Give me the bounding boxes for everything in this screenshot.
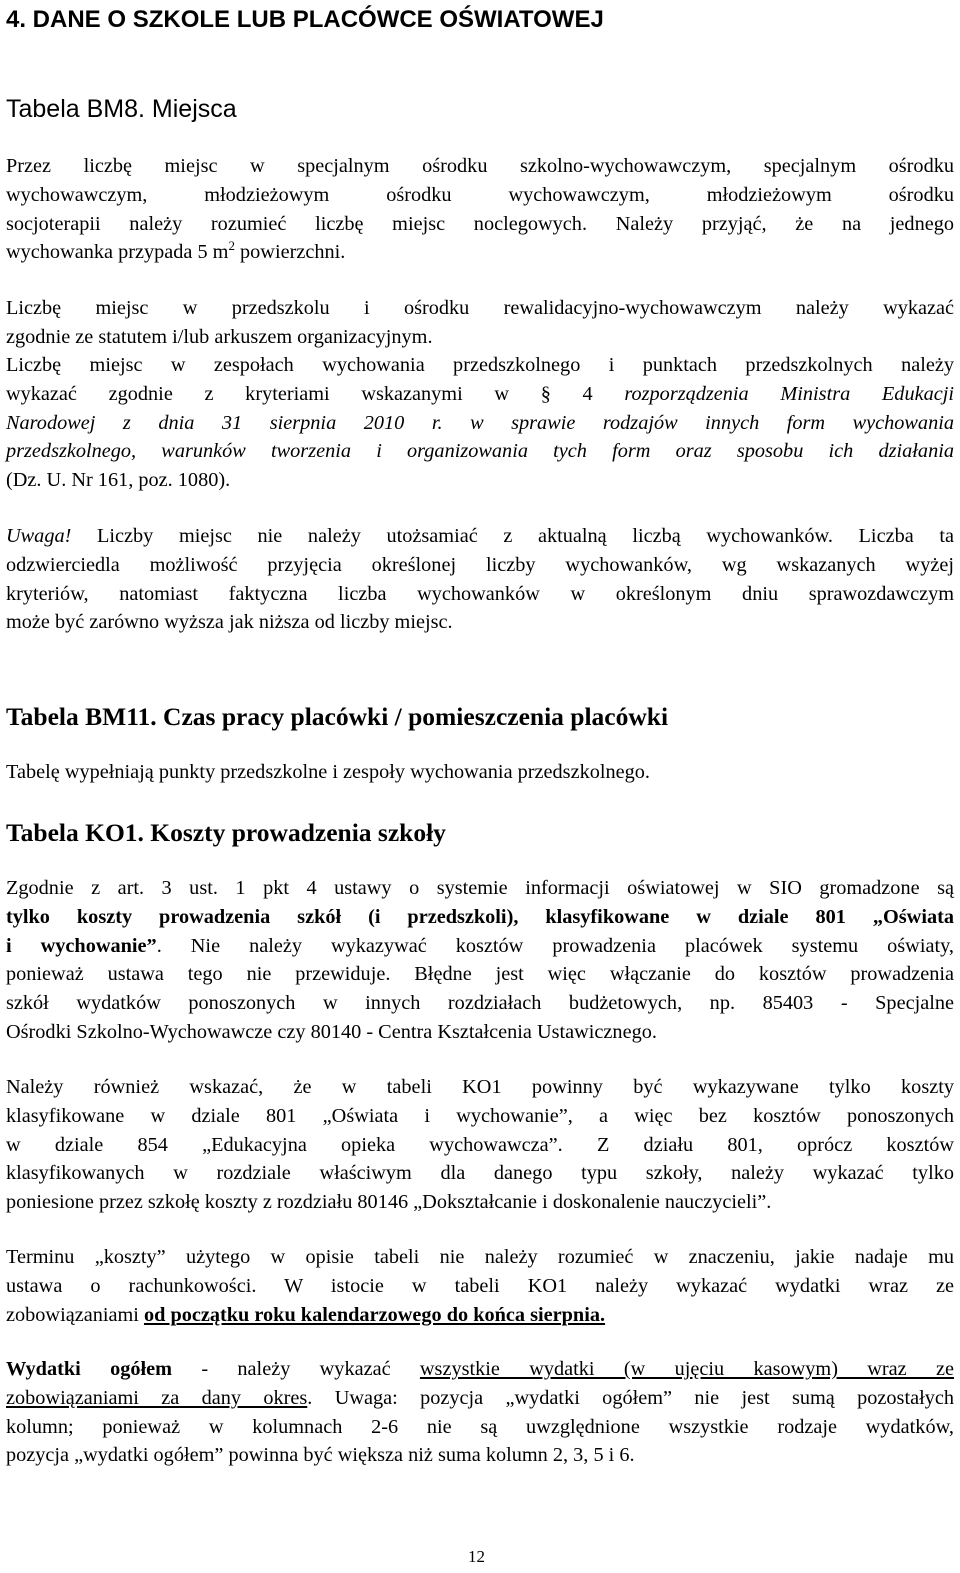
text-line: tylko koszty prowadzenia szkół (i przedszkoli), klasyfikowane w dziale 801 „Oświata bbox=[6, 905, 954, 928]
text-line: przedszkolnego, warunków tworzenia i organizowania tych form oraz sposobu ich działania bbox=[6, 440, 954, 463]
text-line: (Dz. U. Nr 161, poz. 1080). bbox=[6, 469, 231, 492]
bm8-paragraph-1 bbox=[6, 152, 954, 267]
ko1-paragraph-1 bbox=[6, 874, 954, 1047]
text-line: kryteriów, natomiast faktyczna liczba wychowanków w określonym dniu sprawozdawczym bbox=[6, 582, 954, 605]
text-line: w dziale 854 „Edukacyjna opieka wychowawcza”. Z działu 801, oprócz kosztów bbox=[6, 1133, 954, 1156]
text-line: wykazać zgodnie z kryteriami wskazanymi w § 4 rozporządzenia Ministra Edukacji bbox=[6, 382, 954, 405]
text-line: i wychowanie”. Nie należy wykazywać kosztów prowadzenia placówek systemu oświaty, bbox=[6, 934, 954, 957]
text-line: zgodnie ze statutem i/lub arkuszem organizacyjnym. bbox=[6, 325, 433, 348]
bm11-label: Tabela BM11. bbox=[6, 702, 157, 731]
text-line: szkół wydatków ponoszonych w innych rozdziałach budżetowych, np. 85403 - Specjalne bbox=[6, 992, 954, 1015]
section-title: 4. DANE O SZKOLE LUB PLACÓWCE OŚWIATOWEJ bbox=[6, 6, 604, 33]
ko1-heading bbox=[6, 818, 954, 848]
text-line: wychowawczym, młodzieżowym ośrodku wychowawczym, młodzieżowym ośrodku bbox=[6, 183, 954, 206]
bm11-name: Czas pracy placówki / pomieszczenia placówki bbox=[163, 702, 669, 731]
text-line: poniesione przez szkołę koszty z rozdziału 80146 „Dokształcanie i doskonalenie nauczycieli”. bbox=[6, 1191, 772, 1214]
text-line: zobowiązaniami od początku roku kalendarzowego do końca sierpnia. bbox=[6, 1303, 606, 1326]
bm8-paragraph-3 bbox=[6, 351, 954, 495]
text-line: Tabelę wypełniają punkty przedszkolne i zespoły wychowania przedszkolnego. bbox=[6, 761, 650, 783]
text-line: Narodowej z dnia 31 sierpnia 2010 r. w sprawie rodzajów innych form wychowania bbox=[6, 411, 954, 434]
text-line: Liczbę miejsc w zespołach wychowania przedszkolnego i punktach przedszkolnych należy bbox=[6, 354, 954, 376]
ko1-label: Tabela KO1. bbox=[6, 818, 144, 847]
bm8-paragraph-4 bbox=[6, 522, 954, 637]
text-line: klasyfikowane w dziale 801 „Oświata i wychowanie”, a więc bez kosztów ponoszonych bbox=[6, 1104, 954, 1127]
text-line: wychowanka przypada 5 $m^2$ powierzchni. bbox=[6, 238, 346, 264]
ko1-name: Koszty prowadzenia szkoły bbox=[150, 818, 446, 847]
text-line: Uwaga! Liczby miejsc nie należy utożsamiać z aktualną liczbą wychowanków. Liczba ta bbox=[6, 525, 954, 547]
ko1-paragraph-2 bbox=[6, 1073, 954, 1217]
text-line: socjoterapii należy rozumieć liczbę miejsc noclegowych. Należy przyjąć, że na jednego bbox=[6, 212, 954, 235]
ko1-paragraph-4 bbox=[6, 1355, 954, 1470]
text-line: kolumn; ponieważ w kolumnach 2-6 nie są uwzględnione wszystkie rodzaje wydatków, bbox=[6, 1415, 954, 1438]
text-line: Terminu „koszty” użytego w opisie tabeli nie należy rozumieć w znaczeniu, jakie nadaje mu bbox=[6, 1246, 954, 1268]
bm8-heading bbox=[6, 94, 954, 124]
text-line: Ośrodki Szkolno-Wychowawcze czy 80140 - Centra Kształcenia Ustawicznego. bbox=[6, 1020, 657, 1043]
text-line: ustawa o rachunkowości. W istocie w tabeli KO1 należy wykazać wydatki wraz ze bbox=[6, 1274, 954, 1297]
text-line: ponieważ ustawa tego nie przewiduje. Błędne jest więc włączanie do kosztów prowadzenia bbox=[6, 963, 954, 986]
superscript: 2 bbox=[228, 238, 235, 254]
text-line: klasyfikowanych w rozdziale właściwym dla danego typu szkoły, należy wykazać tylko bbox=[6, 1162, 954, 1185]
text-line: Należy również wskazać, że w tabeli KO1 powinny być wykazywane tylko koszty bbox=[6, 1076, 954, 1098]
text-line: odzwierciedla możliwość przyjęcia określonej liczby wychowanków, wg wskazanych wyżej bbox=[6, 553, 954, 576]
bm8-label: Tabela BM8. bbox=[6, 95, 145, 123]
bm8-paragraph-2 bbox=[6, 294, 954, 352]
text-line: może być zarówno wyższa jak niższa od liczby miejsc. bbox=[6, 611, 453, 634]
ko1-paragraph-3 bbox=[6, 1243, 954, 1329]
text-line: zobowiązaniami za dany okres. Uwaga: pozycja „wydatki ogółem” nie jest sumą pozostałych bbox=[6, 1386, 954, 1409]
text-line: Liczbę miejsc w przedszkolu i ośrodku rewalidacyjno-wychowawczym należy wykazać bbox=[6, 297, 954, 319]
bm11-paragraph bbox=[6, 758, 954, 787]
text-line: Zgodnie z art. 3 ust. 1 pkt 4 ustawy o systemie informacji oświatowej w SIO gromadzone są bbox=[6, 877, 954, 899]
bm11-heading bbox=[6, 702, 954, 732]
text-line: pozycja „wydatki ogółem” powinna być większa niż suma kolumn 2, 3, 5 i 6. bbox=[6, 1444, 635, 1467]
bm8-name: Miejsca bbox=[151, 95, 237, 123]
page-number: 12 bbox=[468, 1547, 485, 1566]
text-line: Wydatki ogółem - należy wykazać wszystkie wydatki (w ujęciu kasowym) wraz ze bbox=[6, 1358, 954, 1380]
text-line: Przez liczbę miejsc w specjalnym ośrodku szkolno-wychowawczym, specjalnym ośrodku bbox=[6, 155, 954, 177]
